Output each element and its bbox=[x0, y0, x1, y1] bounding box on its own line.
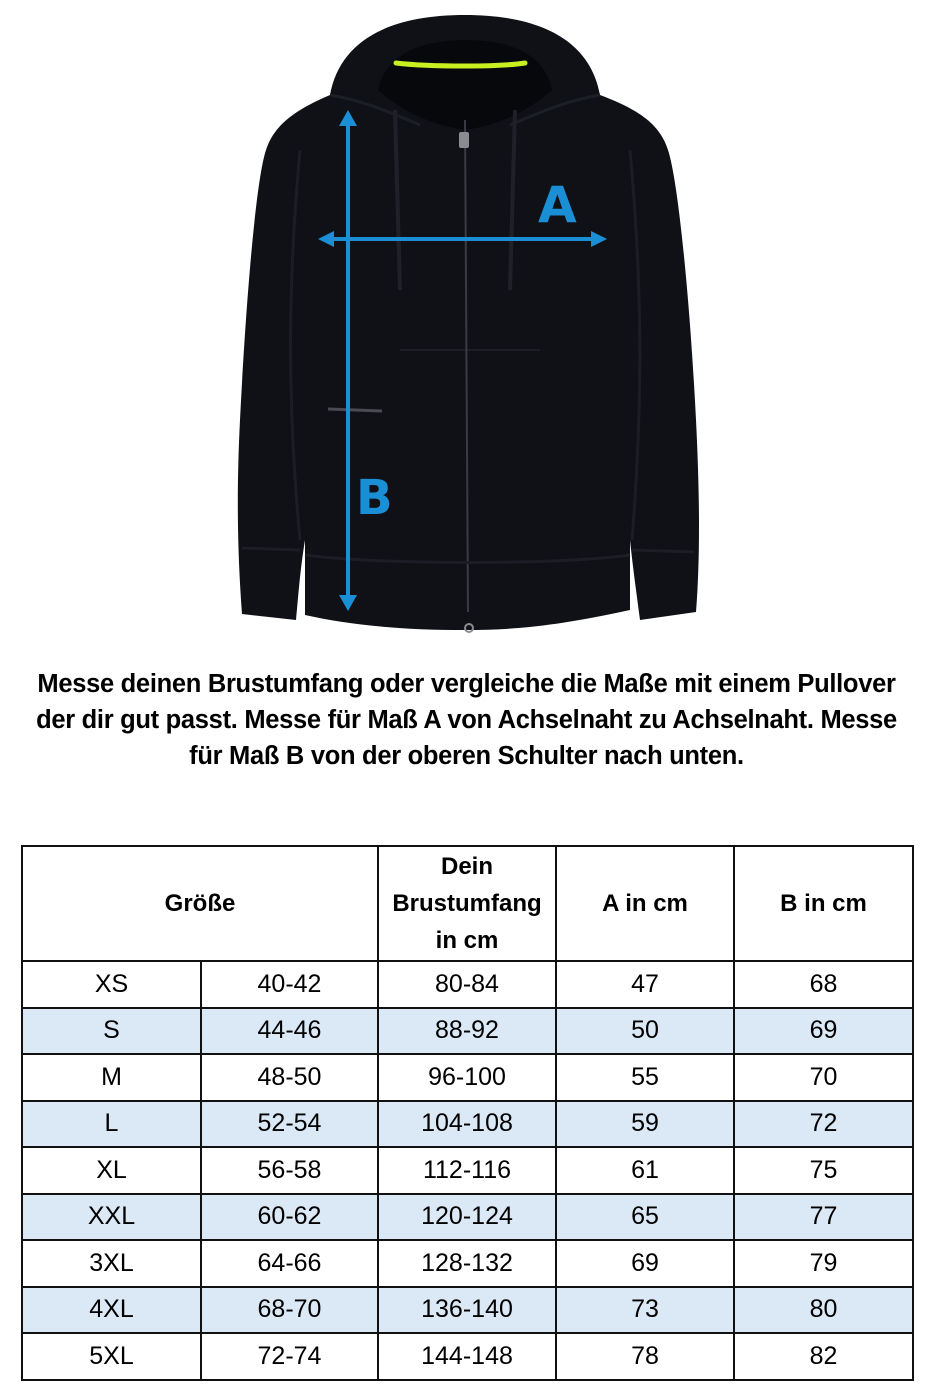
cell-eu-size: 56-58 bbox=[201, 1147, 378, 1194]
measurement-b-label: B bbox=[356, 470, 393, 526]
cell-b: 69 bbox=[734, 1008, 913, 1055]
header-chest bbox=[378, 846, 556, 961]
cell-b: 82 bbox=[734, 1333, 913, 1380]
cell-b: 75 bbox=[734, 1147, 913, 1194]
measurement-a-label: A bbox=[538, 176, 577, 234]
table-header-row bbox=[22, 846, 913, 961]
cell-b: 77 bbox=[734, 1194, 913, 1241]
table-row bbox=[22, 1008, 913, 1055]
cell-eu-size: 52-54 bbox=[201, 1101, 378, 1148]
cell-b: 70 bbox=[734, 1054, 913, 1101]
cell-b: 79 bbox=[734, 1240, 913, 1287]
cell-size: M bbox=[22, 1054, 201, 1101]
cell-a: 47 bbox=[556, 961, 734, 1008]
cell-size: L bbox=[22, 1101, 201, 1148]
header-b: B in cm bbox=[734, 846, 913, 961]
table-row bbox=[22, 1054, 913, 1101]
cell-a: 61 bbox=[556, 1147, 734, 1194]
hoodie-measurement-figure bbox=[0, 0, 933, 650]
table-row bbox=[22, 1147, 913, 1194]
cell-b: 68 bbox=[734, 961, 913, 1008]
cell-size: 4XL bbox=[22, 1287, 201, 1334]
cell-size: XL bbox=[22, 1147, 201, 1194]
cell-chest: 120-124 bbox=[378, 1194, 556, 1241]
cell-chest: 144-148 bbox=[378, 1333, 556, 1380]
cell-a: 50 bbox=[556, 1008, 734, 1055]
cell-size: 3XL bbox=[22, 1240, 201, 1287]
hoodie-illustration bbox=[0, 0, 933, 650]
cell-a: 55 bbox=[556, 1054, 734, 1101]
header-size: Größe bbox=[22, 846, 378, 961]
cell-a: 69 bbox=[556, 1240, 734, 1287]
cell-chest: 128-132 bbox=[378, 1240, 556, 1287]
cell-chest: 80-84 bbox=[378, 961, 556, 1008]
cell-eu-size: 40-42 bbox=[201, 961, 378, 1008]
cell-eu-size: 64-66 bbox=[201, 1240, 378, 1287]
cell-b: 80 bbox=[734, 1287, 913, 1334]
cell-eu-size: 72-74 bbox=[201, 1333, 378, 1380]
cell-size: XXL bbox=[22, 1194, 201, 1241]
cell-eu-size: 44-46 bbox=[201, 1008, 378, 1055]
cell-chest: 96-100 bbox=[378, 1054, 556, 1101]
cell-chest: 104-108 bbox=[378, 1101, 556, 1148]
table-row bbox=[22, 1287, 913, 1334]
cell-chest: 136-140 bbox=[378, 1287, 556, 1334]
cell-eu-size: 60-62 bbox=[201, 1194, 378, 1241]
table-row bbox=[22, 1194, 913, 1241]
cell-a: 78 bbox=[556, 1333, 734, 1380]
cell-chest: 88-92 bbox=[378, 1008, 556, 1055]
header-a: A in cm bbox=[556, 846, 734, 961]
measurement-instructions: Messe deinen Brustumfang oder vergleiche die Maße mit einem Pullover der dir gut passt. Messe für Maß A von Achselnaht zu Achselnaht. Messe für Maß B von der oberen Schulter nach unten. bbox=[36, 670, 897, 770]
cell-size: XS bbox=[22, 961, 201, 1008]
size-chart-table bbox=[21, 845, 914, 1381]
cell-a: 59 bbox=[556, 1101, 734, 1148]
table-row bbox=[22, 1101, 913, 1148]
table-row bbox=[22, 1240, 913, 1287]
cell-size: 5XL bbox=[22, 1333, 201, 1380]
cell-eu-size: 48-50 bbox=[201, 1054, 378, 1101]
cell-b: 72 bbox=[734, 1101, 913, 1148]
table-row bbox=[22, 961, 913, 1008]
cell-a: 73 bbox=[556, 1287, 734, 1334]
cell-eu-size: 68-70 bbox=[201, 1287, 378, 1334]
cell-size: S bbox=[22, 1008, 201, 1055]
cell-chest: 112-116 bbox=[378, 1147, 556, 1194]
header-chest-label: Dein Brustumfang in cm bbox=[392, 853, 542, 954]
cell-a: 65 bbox=[556, 1194, 734, 1241]
table-row bbox=[22, 1333, 913, 1380]
